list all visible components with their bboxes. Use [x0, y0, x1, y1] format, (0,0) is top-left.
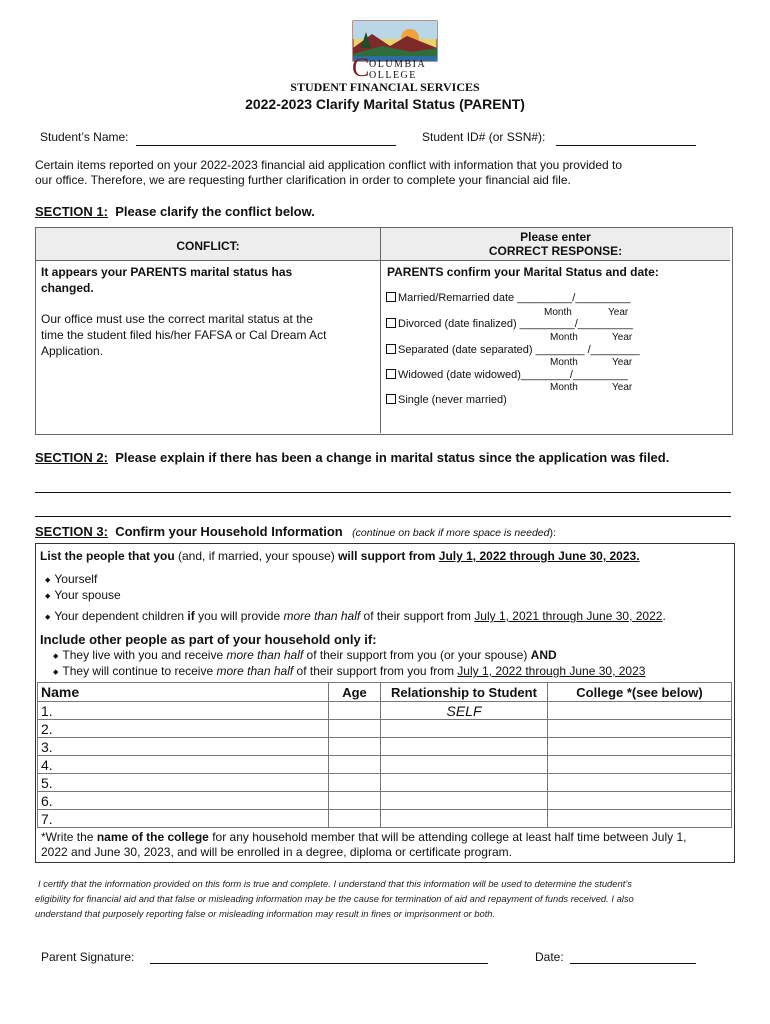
parent-signature-field[interactable]: [150, 962, 488, 964]
header-name: Name: [38, 683, 329, 702]
certify-line-1: I certify that the information provided on this form is true and complete. I understand that this information will be used to determine the student’s: [38, 878, 632, 889]
month-label: Month: [550, 382, 578, 393]
table-row: [38, 774, 732, 792]
option-widowed[interactable]: Widowed (date widowed)________/_________: [386, 369, 628, 381]
option-divorced[interactable]: Divorced (date finalized) _________/_________: [386, 318, 633, 330]
table-row: [38, 792, 732, 810]
row-number: 5.: [38, 774, 329, 792]
age-cell[interactable]: [329, 810, 381, 828]
list-instruction: List the people that you (and, if married, your spouse) will support from July 1, 2022 through June 30, 2023.: [40, 549, 640, 563]
college-cell[interactable]: [548, 774, 732, 792]
conflict-text-3: Application.: [41, 344, 104, 358]
checkbox-icon[interactable]: [386, 394, 396, 404]
year-label: Year: [612, 357, 633, 368]
table-row: [38, 720, 732, 738]
age-cell[interactable]: [329, 720, 381, 738]
age-cell[interactable]: [329, 792, 381, 810]
form-title: 2022-2023 Clarify Marital Status (PARENT): [245, 96, 525, 112]
conflict-text-1: Our office must use the correct marital status at the: [41, 312, 313, 326]
student-name-label: Student’s Name:: [40, 130, 129, 144]
conflict-divider: [380, 228, 381, 433]
condition-1: ◆ They live with you and receive more than half of their support from you (or your spouse) AND: [53, 648, 557, 662]
table-row: [38, 810, 732, 828]
logo-line1: OLUMBIA: [369, 59, 427, 70]
college-footnote: *Write the name of the college for any household member that will be attending college at least half time between July 1, 2022 and June 30, 2023, and will be enrolled in a degree, diploma or certificate program.: [41, 830, 687, 859]
checkbox-icon[interactable]: [386, 369, 396, 379]
header-relationship: Relationship to Student: [381, 683, 548, 702]
response-title: PARENTS confirm your Marital Status and date:: [387, 265, 659, 279]
table-header-row: [38, 683, 732, 702]
item-children: ◆ Your dependent children if you will provide more than half of their support from July 1, 2021 through June 30, 2022.: [45, 609, 666, 623]
age-cell[interactable]: [329, 774, 381, 792]
response-header-1: Please enter: [520, 230, 591, 244]
section2-heading: SECTION 2: Please explain if there has been a change in marital status since the application was filed.: [35, 450, 670, 465]
month-label: Month: [550, 332, 578, 343]
checkbox-icon[interactable]: [386, 292, 396, 302]
certify-line-3: understand that purposely reporting false or misleading information may result in fines or imprisonment or both.: [35, 908, 496, 919]
student-name-field[interactable]: [136, 144, 396, 146]
conflict-header: CONFLICT:: [176, 239, 240, 253]
age-cell[interactable]: [329, 702, 381, 720]
month-label: Month: [550, 357, 578, 368]
row-number: 6.: [38, 792, 329, 810]
intro-line-1: Certain items reported on your 2022-2023 financial aid application conflict with information that you provided to: [35, 158, 623, 172]
year-label: Year: [612, 382, 633, 393]
logo-initial: C: [352, 53, 370, 82]
table-row: [38, 738, 732, 756]
checkbox-icon[interactable]: [386, 344, 396, 354]
checkbox-icon[interactable]: [386, 318, 396, 328]
section3-heading: SECTION 3: Confirm your Household Information (continue on back if more space is needed):: [35, 524, 556, 539]
relationship-cell[interactable]: [381, 774, 548, 792]
row-number: 4.: [38, 756, 329, 774]
relationship-cell[interactable]: [381, 738, 548, 756]
college-cell[interactable]: [548, 810, 732, 828]
conflict-text-2: time the student filed his/her FAFSA or Cal Dream Act: [41, 328, 327, 342]
student-id-label: Student ID# (or SSN#):: [422, 130, 546, 144]
college-cell[interactable]: [548, 792, 732, 810]
table-row: [38, 756, 732, 774]
relationship-cell[interactable]: [381, 792, 548, 810]
month-label: Month: [544, 307, 572, 318]
household-table: [37, 682, 732, 828]
option-single[interactable]: Single (never married): [386, 394, 507, 406]
explain-line-1[interactable]: [35, 491, 731, 493]
college-cell[interactable]: [548, 702, 732, 720]
college-cell[interactable]: [548, 756, 732, 774]
explain-line-2[interactable]: [35, 515, 731, 517]
student-id-field[interactable]: [556, 144, 696, 146]
year-label: Year: [612, 332, 633, 343]
row-number: 7.: [38, 810, 329, 828]
date-field[interactable]: [570, 962, 696, 964]
table-row: [38, 702, 732, 720]
intro-line-2: our office. Therefore, we are requesting further clarification in order to complete your financial aid file.: [35, 173, 571, 187]
relationship-cell[interactable]: [381, 810, 548, 828]
college-cell[interactable]: [548, 738, 732, 756]
condition-2: ◆ They will continue to receive more than half of their support from you from July 1, 2022 through June 30, 2023: [53, 664, 645, 678]
department-name: STUDENT FINANCIAL SERVICES: [290, 80, 480, 94]
relationship-cell[interactable]: SELF: [381, 702, 548, 720]
college-logo: [352, 20, 442, 82]
date-label: Date:: [535, 950, 564, 964]
response-header-2: CORRECT RESPONSE:: [488, 244, 623, 258]
parent-signature-label: Parent Signature:: [41, 950, 135, 964]
age-cell[interactable]: [329, 756, 381, 774]
header-college: College *(see below): [548, 683, 732, 702]
year-label: Year: [608, 307, 629, 318]
option-separated[interactable]: Separated (date separated) ________ /________: [386, 344, 640, 356]
option-married[interactable]: Married/Remarried date _________/_________: [386, 292, 630, 304]
college-cell[interactable]: [548, 720, 732, 738]
conflict-text-bold-1: It appears your PARENTS marital status has: [41, 265, 293, 279]
header-age: Age: [329, 683, 381, 702]
row-number: 3.: [38, 738, 329, 756]
age-cell[interactable]: [329, 738, 381, 756]
row-number: 1.: [38, 702, 329, 720]
relationship-cell[interactable]: [381, 756, 548, 774]
section1-heading: SECTION 1: Please clarify the conflict below.: [35, 204, 315, 219]
conflict-text-bold-2: changed.: [41, 281, 94, 295]
item-spouse: ◆ Your spouse: [45, 588, 121, 602]
row-number: 2.: [38, 720, 329, 738]
item-yourself: ◆ Yourself: [45, 572, 97, 586]
relationship-cell[interactable]: [381, 720, 548, 738]
include-heading: Include other people as part of your household only if:: [40, 632, 377, 647]
logo-line2: OLLEGE: [369, 70, 417, 81]
certify-line-2: eligibility for financial aid and that false or misleading information may be the cause for termination of aid and repayment of funds received. I also: [35, 893, 634, 904]
